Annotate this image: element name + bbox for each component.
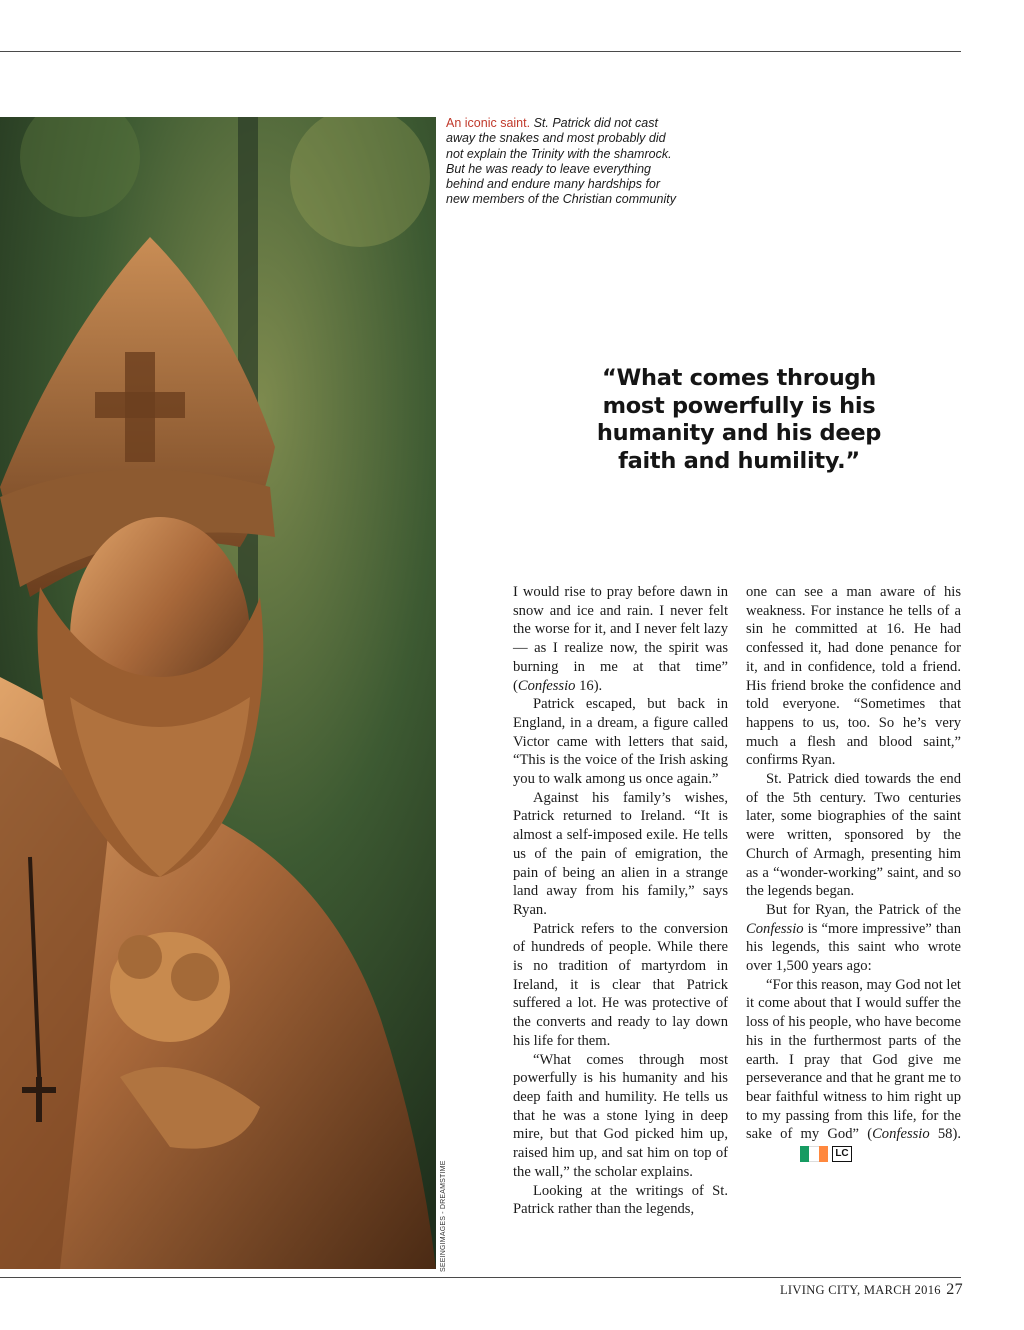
article-column-2 [746, 583, 961, 1163]
caption-lead: An iconic saint. [446, 116, 531, 130]
article-column-1 [513, 583, 728, 1219]
paragraph: “What comes through most powerfully is his humanity and his deep faith and humility. He tells us that he was a stone lying in deep mire, but that God picked him up, raised him up, and sat him on top of the wall,” the scholar explains. [513, 1051, 728, 1180]
bottom-rule [0, 1277, 961, 1278]
photo-caption [446, 116, 686, 208]
citation: Confessio [872, 1126, 930, 1143]
end-mark [800, 1146, 852, 1162]
citation: Confessio [517, 677, 576, 694]
paragraph: St. Patrick died towards the end of the 5th century. Two centuries later, some biographies of the saint were written, sponsored by the Church of Armagh, presenting him as a “wonder-working” saint, and so the legends began. [746, 771, 961, 900]
paragraph-text: But for Ryan, the Patrick of the [766, 901, 961, 918]
paragraph-text: 58). [929, 1126, 961, 1143]
paragraph-text: 16). [575, 677, 603, 694]
paragraph [746, 976, 961, 1163]
publication-name: LIVING CITY, MARCH 2016 [780, 1283, 941, 1297]
paragraph: Against his family’s wishes, Patrick returned to Ireland. “It is almost a self-imposed exile. He tells us of the pain of emigration, the pain of being an alien in a strange land away from his family,” says Ryan. [513, 789, 728, 918]
paragraph: Patrick escaped, but back in England, in a dream, a figure called Victor came with letters that said, “This is the voice of the Irish asking you to walk among us once again.” [513, 696, 728, 788]
statue-photo [0, 117, 436, 1269]
paragraph [746, 901, 961, 976]
living-city-logo: LC [832, 1146, 852, 1162]
paragraph: Looking at the writings of St. Patrick rather than the legends, [513, 1182, 728, 1218]
paragraph-text: “For this reason, may God not let it come about that I would suffer the loss of his people, who have become his in the furthermost parts of the earth. I pray that God give me perseverance and that he grant me to bear faithful witness to him right up to my passing from this life, for the sake of my God” ( [746, 976, 961, 1143]
photo-credit: SEEINGIMAGES - DREAMSTIME [440, 1160, 447, 1272]
paragraph: one can see a man aware of his weakness. For instance he tells of a sin he committed at 16. He had confessed it, had done penance for it, and in confidence, told a friend. His friend broke the confidence and told everyone. “Sometimes that happens to us, too. So he’s very much a flesh and blood saint,” confirms Ryan. [746, 584, 961, 769]
page-number: 27 [946, 1281, 963, 1298]
page-footer [780, 1281, 963, 1299]
top-rule [0, 51, 961, 52]
citation: Confessio [746, 920, 804, 937]
irish-flag-icon [800, 1146, 828, 1162]
paragraph-text: is “more impressive” than his legends, this saint who wrote over 1,500 years ago: [746, 920, 961, 975]
caption-text: St. Patrick did not cast away the snakes and most probably did not explain the Trinity with the shamrock. But he was ready to leave everything behind and endure many hardships for new members of the Christian community [446, 116, 676, 207]
paragraph [513, 583, 728, 695]
pull-quote: “What comes through most powerfully is his humanity and his deep faith and humility.” [596, 365, 882, 474]
paragraph: Patrick refers to the conversion of hundreds of people. While there is no tradition of martyrdom in Ireland, it is clear that Patrick suffered a lot. He was protective of the converts and ready to lay down his life for them. [513, 920, 728, 1049]
statue-illustration [0, 117, 436, 1269]
paragraph-text: I would rise to pray before dawn in snow and ice and rain. I never felt the worse for it, and I never felt lazy — as I realize now, the spirit was burning in me at that time” ( [513, 584, 728, 694]
